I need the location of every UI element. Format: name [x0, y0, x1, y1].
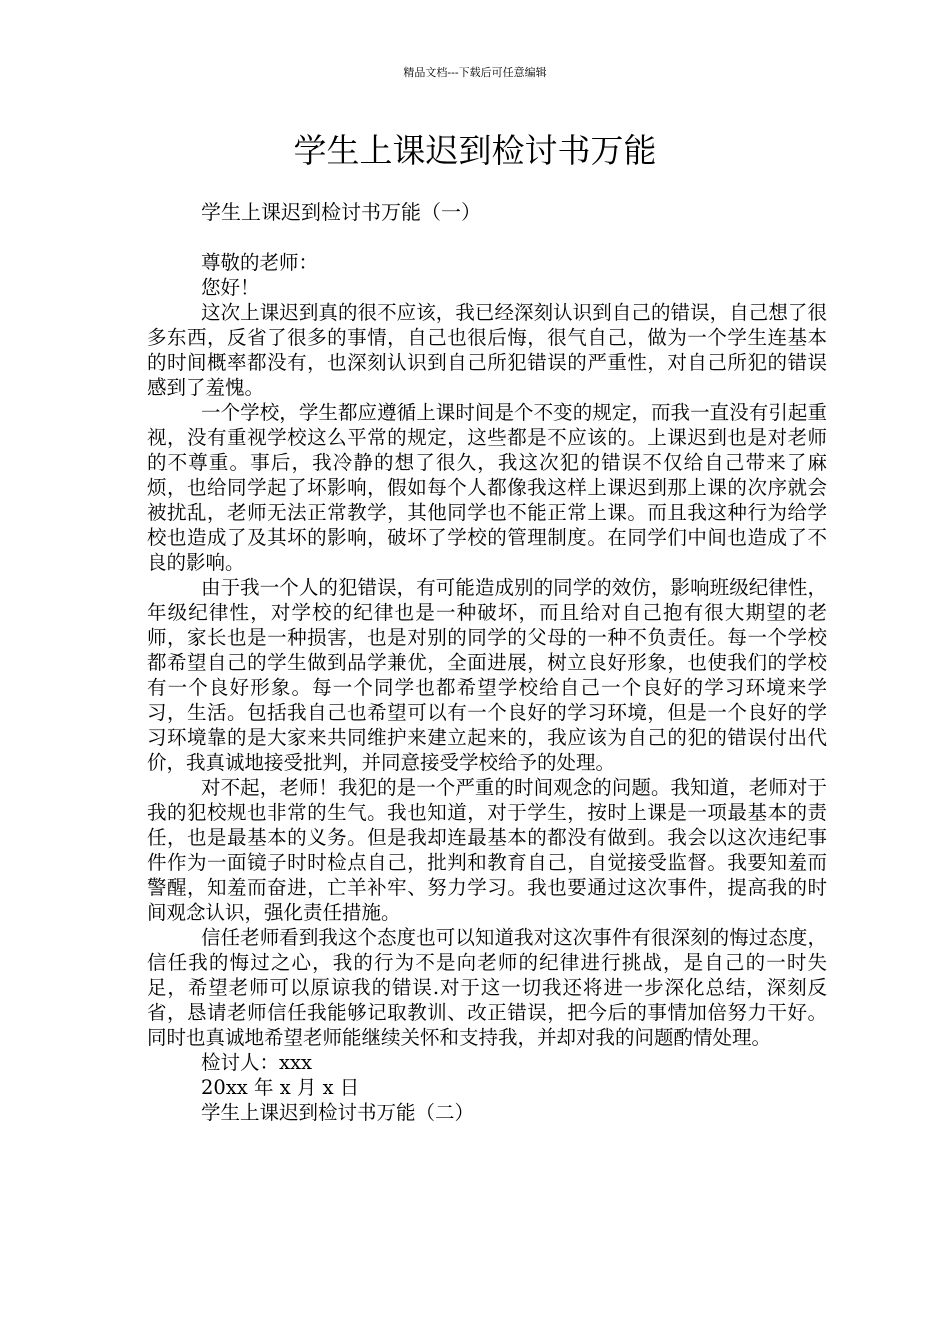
paragraph-2: 一个学校，学生都应遵循上课时间是个不变的规定，而我一直没有引起重视，没有重视学校这么平常的规定，这些都是不应该的。上课迟到也是对老师的不尊重。事后，我冷静的想了很久，我这次犯的错误不仅给自己带来了麻烦，也给同学起了坏影响，假如每个人都像我这样上课迟到那上课的次序就会被扰乱，老师无法正常教学，其他同学也不能正常上课。而且我这种行为给学校也造成了及其坏的影响，破坏了学校的管理制度。在同学们中间也造成了不良的影响。	[147, 401, 827, 574]
paragraph-5: 信任老师看到我这个态度也可以知道我对这次事件有很深刻的悔过态度，信任我的悔过之心，我的行为不是向老师的纪律进行挑战，是自己的一时失足，希望老师可以原谅我的错误.对于这一切我还将进一步深化总结，深刻反省，恳请老师信任我能够记取教训、改正错误，把今后的事情加倍努力干好。同时也真诚地希望老师能继续关怀和支持我，并却对我的问题酌情处理。	[147, 926, 827, 1049]
next-section-heading: 学生上课迟到检讨书万能（二）	[201, 1101, 475, 1124]
paragraph-3: 由于我一个人的犯错误，有可能造成别的同学的效仿，影响班级纪律性，年级纪律性，对学校的纪律也是一种破坏，而且给对自己抱有很大期望的老师，家长也是一种损害，也是对别的同学的父母的一种不负责任。每一个学校都希望自己的学生做到品学兼优，全面进展，树立良好形象，也使我们的学校有一个良好形象。每一个同学也都希望学校给自己一个良好的学习环境来学习，生活。包括我自己也希望可以有一个良好的学习环境，但是一个良好的学习环境靠的是大家来共同维护来建立起来的，我应该为自己的犯的错误付出代价，我真诚地接受批判，并同意接受学校给予的处理。	[147, 576, 827, 774]
document-title: 学生上课迟到检讨书万能	[293, 131, 657, 170]
signature: 检讨人：xxx	[201, 1051, 312, 1074]
paragraph-1: 这次上课迟到真的很不应该，我已经深刻认识到自己的错误，自己想了很多东西，反省了很多的事情，自己也很后悔，很气自己，做为一个学生连基本的时间概率都没有，也深刻认识到自己所犯错误的严重性，对自己所犯的错误感到了羞愧。	[147, 301, 827, 399]
salutation: 尊敬的老师：	[201, 251, 319, 274]
page-header: 精品文档---下载后可任意编辑	[403, 66, 547, 79]
section-subtitle: 学生上课迟到检讨书万能（一）	[201, 200, 481, 224]
paragraph-4: 对不起，老师！我犯的是一个严重的时间观念的问题。我知道，老师对于我的犯校规也非常的生气。我也知道，对于学生，按时上课是一项最基本的责任，也是最基本的义务。但是我却连最基本的都没有做到。我会以这次违纪事件作为一面镜子时时检点自己，批判和教育自己，自觉接受监督。我要知羞而警醒，知羞而奋进，亡羊补牢、努力学习。我也要通过这次事件，提高我的时间观念认识，强化责任措施。	[147, 776, 827, 924]
date: 20xx 年 x 月 x 日	[201, 1076, 360, 1099]
letter-body	[147, 250, 827, 1125]
greeting: 您好！	[201, 276, 260, 299]
